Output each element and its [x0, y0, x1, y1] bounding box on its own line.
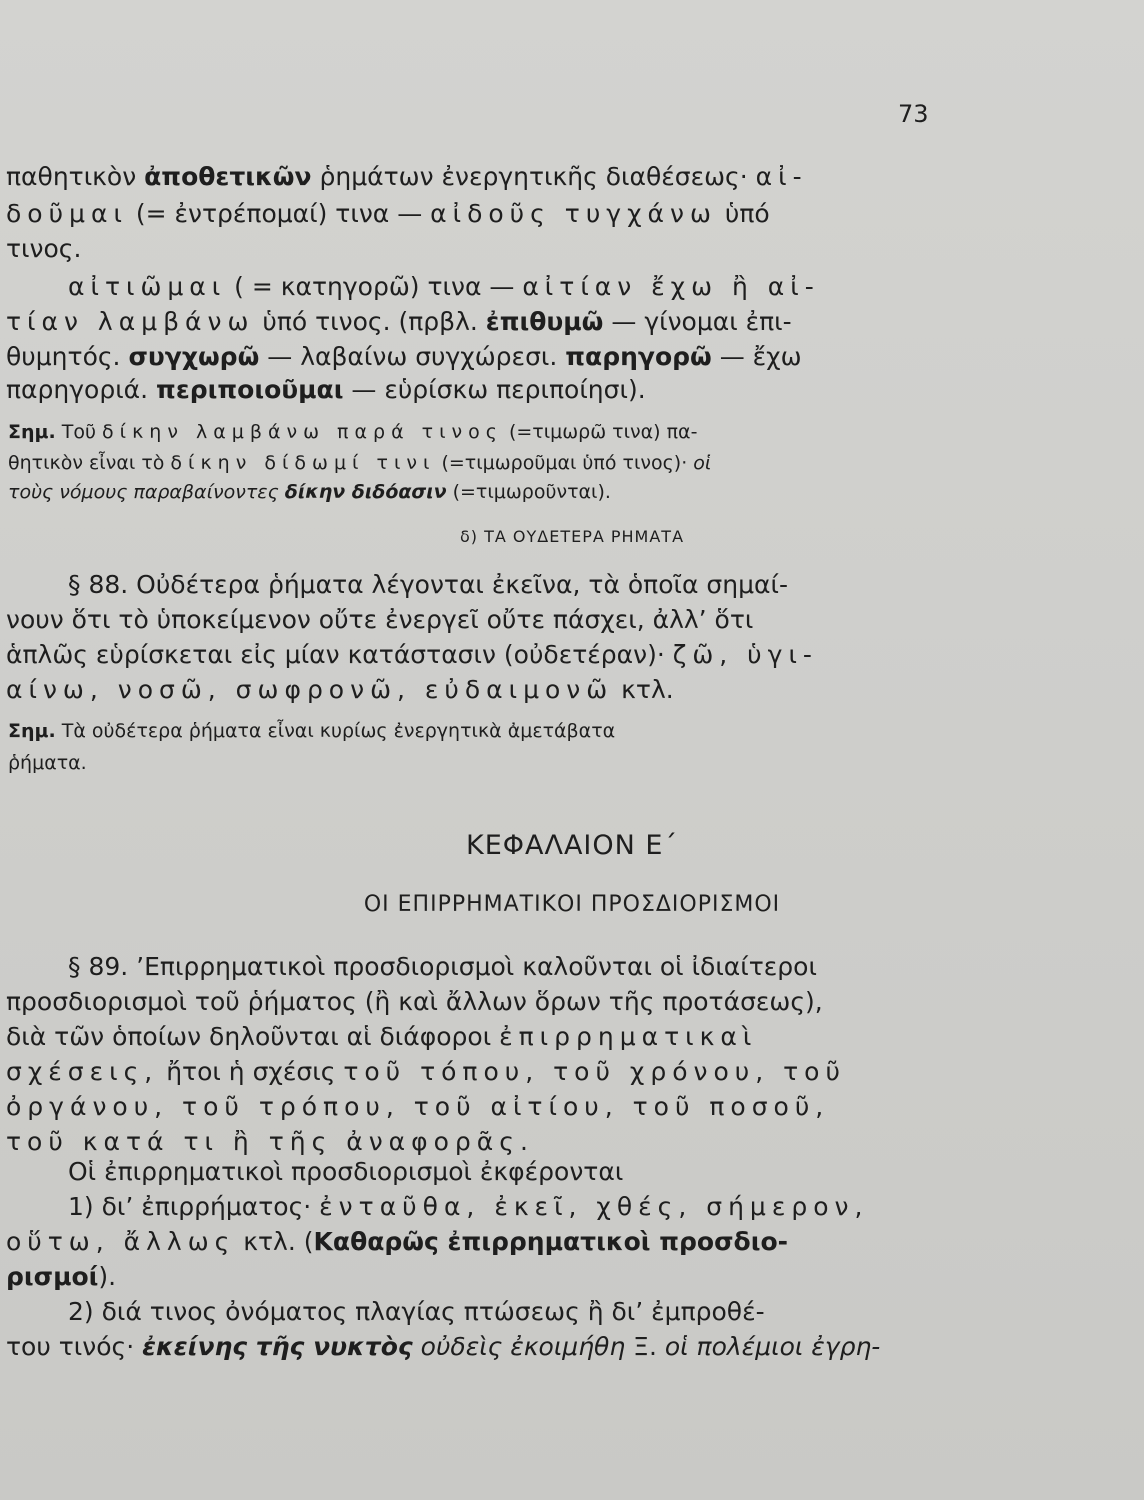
- text-run: — ἔχω: [711, 342, 802, 371]
- text-run: σχέσεις,: [6, 1057, 159, 1086]
- text-run: ἐνταῦθα, ἐκεῖ, χθές, σήμερον,: [319, 1192, 869, 1221]
- text-line: [8, 714, 938, 748]
- text-run: τοῦ κατά τι ἢ τῆς ἀναφορᾶς.: [6, 1127, 534, 1156]
- text-line: [68, 1155, 998, 1189]
- text-run: § 89. ’Επιρρηματικοὶ προσδιορισμοὶ καλοῦνται οἱ ἰδιαίτεροι: [68, 952, 817, 981]
- text-line: [8, 415, 938, 449]
- text-run: αἰ-: [755, 162, 808, 191]
- text-run: ῥημάτων ἐνεργητικῆς διαθέσεως·: [311, 162, 756, 191]
- text-line: [6, 1090, 936, 1124]
- text-line: [6, 197, 936, 231]
- text-run: ἤτοι ἡ σχέσις: [158, 1057, 344, 1086]
- chapter-heading: ΚΕΦΑΛΑΙΟΝ Ε΄: [466, 830, 678, 861]
- text-line: [6, 1225, 936, 1259]
- text-run: τοὺς νόμους παραβαίνοντες: [8, 481, 285, 503]
- text-run: παρηγοριά.: [6, 375, 157, 404]
- text-run: ( = κατηγορῶ) τινα —: [226, 272, 523, 301]
- text-run: (=τιμωροῦνται).: [446, 481, 611, 503]
- text-run: παρηγορῶ: [565, 342, 712, 371]
- text-line: [8, 475, 938, 509]
- text-run: ῥήματα.: [8, 752, 87, 774]
- text-run: — γίνομαι ἐπι-: [603, 307, 792, 336]
- text-line: [6, 232, 936, 266]
- text-run: προσδιορισμοὶ τοῦ ῥήματος (ἢ καὶ ἄλλων ὅρων τῆς προτάσεως),: [6, 987, 823, 1016]
- text-line: [68, 1190, 998, 1224]
- text-line: [68, 950, 998, 984]
- text-run: ἐπιθυμῶ: [485, 307, 604, 336]
- text-line: [6, 1020, 936, 1054]
- text-run: [413, 1332, 421, 1361]
- text-run: δίκην διδόασιν: [284, 481, 447, 503]
- text-line: [68, 270, 998, 304]
- section-heading: δ) ΤΑ ΟΥΔΕΤΕΡΑ ΡΗΜΑΤΑ: [459, 527, 685, 546]
- text-run: Τοῦ: [55, 421, 103, 443]
- text-run: περιποιοῦμαι: [156, 375, 344, 404]
- text-run: ἐκείνης τῆς νυκτὸς: [142, 1332, 413, 1361]
- text-run: Τὰ οὐδέτερα ῥήματα εἶναι κυρίως ἐνεργητικὰ ἀμετάβατα: [55, 720, 616, 742]
- text-run: (=τιμωρῶ τινα) πα-: [502, 421, 698, 443]
- text-run: δίκην δίδωμί τινι: [170, 452, 436, 474]
- text-line: [6, 638, 936, 672]
- text-run: οἱ πολέμιοι ἐγρη-: [664, 1332, 881, 1361]
- chapter-subheading: ΟΙ ΕΠΙΡΡΗΜΑΤΙΚΟΙ ΠΡΟΣΔΙΟΡΙΣΜΟΙ: [363, 892, 781, 917]
- text-run: αἰδοῦς τυγχάνω: [430, 199, 717, 228]
- text-line: [6, 340, 936, 374]
- text-line: [6, 1055, 936, 1089]
- text-run: του τινός·: [6, 1332, 143, 1361]
- text-run: — λαβαίνω συγχώρεσι.: [259, 342, 566, 371]
- text-run: τίαν λαμβάνω: [6, 307, 255, 336]
- text-line: [6, 603, 936, 637]
- text-line: [6, 985, 936, 1019]
- text-line: [6, 160, 936, 194]
- text-run: συγχωρῶ: [128, 342, 260, 371]
- text-run: παθητικὸν: [6, 162, 145, 191]
- text-run: 2) διά τινος ὀνόματος πλαγίας πτώσεως ἢ δι’ ἐμπροθέ-: [68, 1297, 765, 1326]
- text-run: ρισμοί: [6, 1262, 99, 1291]
- text-run: διὰ τῶν ὁποίων δηλοῦνται αἱ διάφοροι: [6, 1022, 500, 1051]
- text-run: δίκην λαμβάνω παρά τινος: [102, 421, 503, 443]
- text-run: ζῶ, ὑγι-: [672, 640, 818, 669]
- text-run: θητικὸν εἶναι τὸ: [8, 452, 171, 474]
- text-run: κτλ.: [613, 675, 674, 704]
- text-run: § 88. Οὐδέτερα ῥήματα λέγονται ἐκεῖνα, τὰ ὁποῖα σημαί-: [68, 570, 788, 599]
- text-run: αἰτιῶμαι: [68, 272, 227, 301]
- text-run: οὐδεὶς ἐκοιμήθη: [420, 1332, 626, 1361]
- text-run: (=τιμωροῦμαι ὑπό τινος)·: [435, 452, 694, 474]
- text-run: Καθαρῶς ἐπιρρηματικοὶ προσδιο-: [313, 1227, 789, 1256]
- text-run: Οἱ ἐπιρρηματικοὶ προσδιορισμοὶ ἐκφέρονται: [68, 1157, 624, 1186]
- text-run: αίνω, νοσῶ, σωφρονῶ, εὐδαιμονῶ: [6, 675, 614, 704]
- text-line: [68, 568, 998, 602]
- text-run: Σημ.: [8, 720, 56, 742]
- text-line: [6, 1330, 936, 1364]
- text-run: νουν ὅτι τὸ ὑποκείμενον οὔτε ἐνεργεῖ οὔτε πάσχει, ἀλλ’ ὅτι: [6, 605, 754, 634]
- text-run: οἱ: [693, 452, 712, 474]
- text-run: ).: [98, 1262, 117, 1291]
- text-run: ἀποθετικῶν: [144, 162, 312, 191]
- text-run: τοῦ τόπου, τοῦ χρόνου, τοῦ: [343, 1057, 846, 1086]
- text-run: οὕτω, ἄλλως: [6, 1227, 236, 1256]
- text-line: [8, 746, 938, 780]
- text-run: ἐπιρρηματικαὶ: [499, 1022, 758, 1051]
- text-run: δοῦμαι: [6, 199, 128, 228]
- text-run: Σημ.: [8, 421, 56, 443]
- text-run: 1) δι’ ἐπιρρήματος·: [68, 1192, 320, 1221]
- text-run: (= ἐντρέπομαί) τινα —: [127, 199, 431, 228]
- text-line: [6, 373, 936, 407]
- text-run: τινος.: [6, 234, 82, 263]
- page-number: 73: [898, 100, 929, 128]
- text-line: [6, 1125, 936, 1159]
- text-run: κτλ. (: [235, 1227, 314, 1256]
- text-run: ὀργάνου, τοῦ τρόπου, τοῦ αἰτίου, τοῦ ποσοῦ,: [6, 1092, 830, 1121]
- text-run: ὑπό τινος. (πρβλ.: [254, 307, 486, 336]
- text-run: ὑπό: [716, 199, 770, 228]
- text-line: [6, 673, 936, 707]
- text-line: [6, 305, 936, 339]
- text-run: Ξ.: [625, 1332, 665, 1361]
- text-run: θυμητός.: [6, 342, 129, 371]
- text-line: [6, 1260, 936, 1294]
- text-run: ἁπλῶς εὑρίσκεται εἰς μίαν κατάστασιν (οὐδετέραν)·: [6, 640, 673, 669]
- text-run: — εὑρίσκω περιποίησι).: [343, 375, 646, 404]
- text-line: [68, 1295, 998, 1329]
- text-run: αἰτίαν ἔχω ἢ αἰ-: [522, 272, 820, 301]
